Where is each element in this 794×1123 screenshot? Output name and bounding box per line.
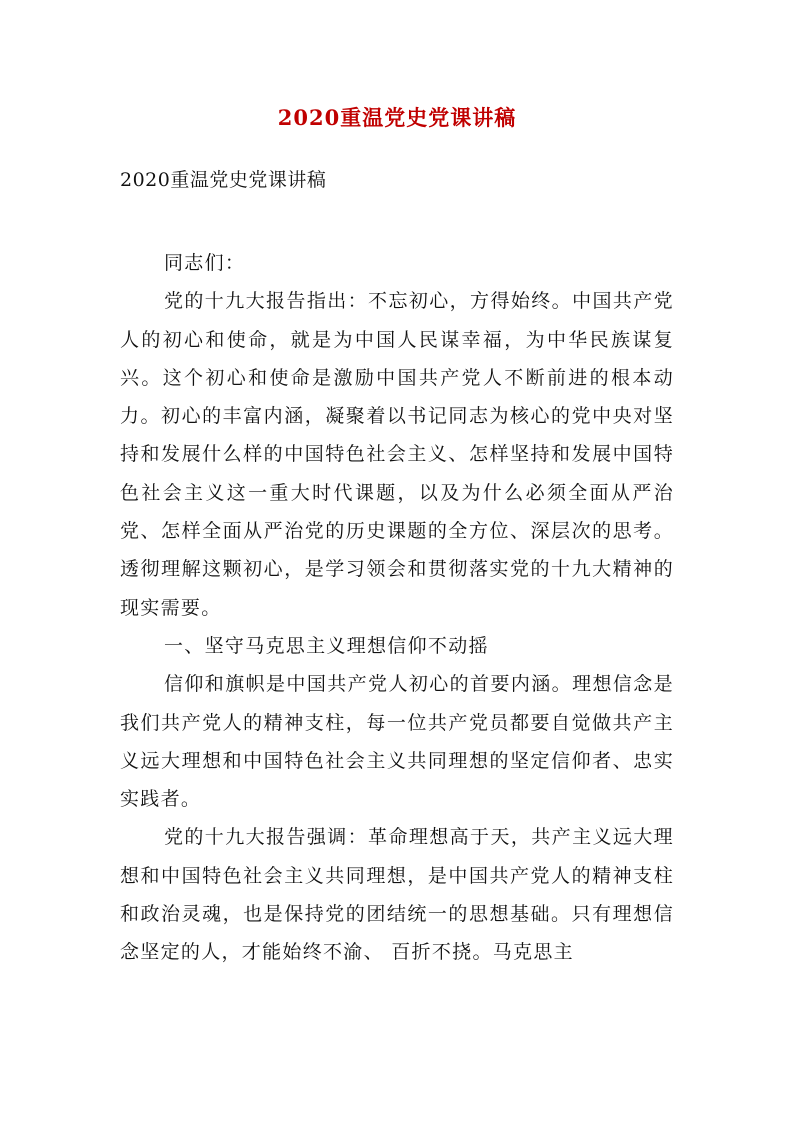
body-paragraph: 信仰和旗帜是中国共产党人初心的首要内涵。理想信念是我们共产党人的精神支柱，每一位共产党员都要自觉做共产主义远大理想和中国特色社会主义共同理想的坚定信仰者、忠实实践者。 bbox=[120, 673, 674, 811]
document-subtitle: 2020重温党史党课讲稿 bbox=[120, 169, 327, 191]
salutation-paragraph: 同志们： bbox=[164, 252, 246, 274]
body-paragraph: 党的十九大报告指出：不忘初心，方得始终。中国共产党人的初心和使命，就是为中国人民谋幸福，为中华民族谋复兴。这个初心和使命是激励中国共产党人不断前进的根本动力。初心的丰富内涵，凝聚着以书记同志为核心的党中央对坚持和发展什么样的中国特色社会主义、怎样坚持和发展中国特色社会主义这一重大时代课题，以及为什么必须全面从严治党、怎样全面从严治党的历史课题的全方位、深层次的思考。透彻理解这颗初心，是学习领会和贯彻落实党的十九大精神的现实需要。 bbox=[120, 290, 674, 619]
document-body bbox=[120, 244, 674, 972]
section-heading: 一、坚守马克思主义理想信仰不动摇 bbox=[164, 634, 489, 657]
body-paragraph: 党的十九大报告强调：革命理想高于天，共产主义远大理想和中国特色社会主义共同理想，是中国共产党人的精神支柱和政治灵魂，也是保持党的团结统一的思想基础。只有理想信念坚定的人，才能始终不渝、 百折不挠。马克思主 bbox=[120, 826, 674, 964]
document-title: 2020重温党史党课讲稿 bbox=[277, 105, 517, 130]
